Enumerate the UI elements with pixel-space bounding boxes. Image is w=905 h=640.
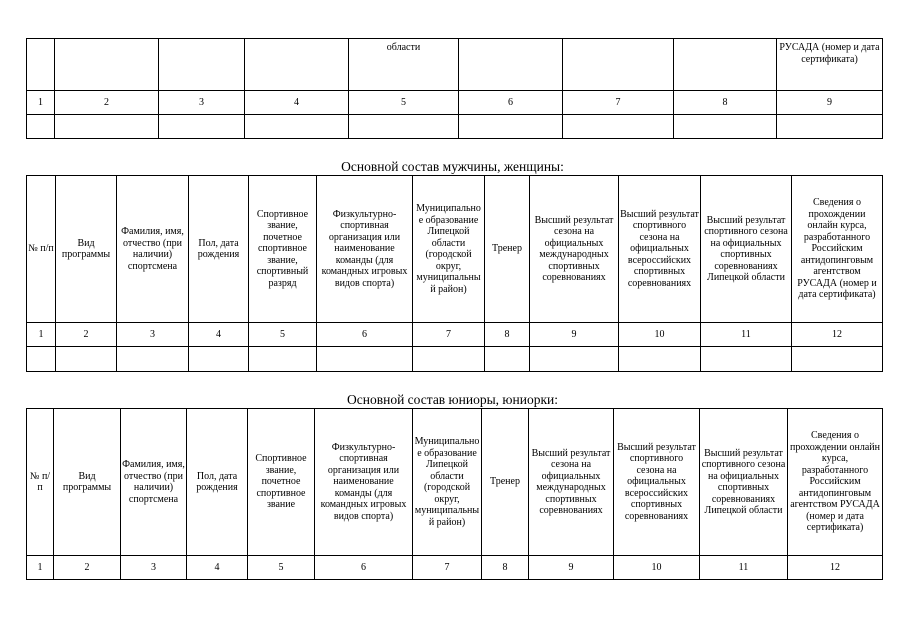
empty-cell (485, 347, 530, 372)
header-cell: № п/п (27, 176, 56, 323)
header-cell: Муниципальное образование Липецкой области (городской округ, муниципальный район) (413, 176, 485, 323)
column-number: 12 (792, 323, 883, 347)
header-cell (459, 39, 563, 91)
column-number: 4 (245, 91, 349, 115)
column-number: 5 (249, 323, 317, 347)
empty-cell (27, 347, 56, 372)
header-cell: Фамилия, имя, отчество (при наличии) спортсмена (117, 176, 189, 323)
header-cell (245, 39, 349, 91)
column-number: 7 (413, 323, 485, 347)
empty-cell (189, 347, 249, 372)
column-number: 4 (189, 323, 249, 347)
header-cell: Спортивное звание, почетное спортивное звание, спортивный разряд (249, 176, 317, 323)
header-cell: Фамилия, имя, отчество (при наличии) спортсмена (121, 409, 187, 556)
table-juniors (26, 408, 883, 580)
column-number: 6 (317, 323, 413, 347)
empty-cell (674, 115, 777, 139)
column-number: 7 (413, 556, 482, 580)
header-cell (55, 39, 159, 91)
header-cell: Физкультурно-спортивная организация или наименование команды (для командных игровых видов спорта) (317, 176, 413, 323)
column-number: 9 (529, 556, 614, 580)
empty-cell (701, 347, 792, 372)
header-cell: Высший результат спортивного сезона на официальных всероссийских спортивных соревнованиях (619, 176, 701, 323)
header-cell: Высший результат сезона на официальных международных спортивных соревнованиях (530, 176, 619, 323)
header-cell: Пол, дата рождения (189, 176, 249, 323)
header-cell: Муниципальное образование Липецкой области (городской округ, муниципальный район) (413, 409, 482, 556)
column-number: 3 (121, 556, 187, 580)
header-cell (674, 39, 777, 91)
empty-cell (117, 347, 189, 372)
column-number-row (27, 556, 883, 580)
header-cell: Тренер (482, 409, 529, 556)
table-header-row (27, 39, 883, 91)
header-cell: Тренер (485, 176, 530, 323)
section-title-juniors: Основной состав юниоры, юниорки: (347, 392, 558, 407)
column-number: 10 (614, 556, 700, 580)
header-cell (159, 39, 245, 91)
empty-cell (792, 347, 883, 372)
empty-cell (56, 347, 117, 372)
header-cell: Высший результат спортивного сезона на официальных спортивных соревнованиях Липецкой области (700, 409, 788, 556)
column-number: 2 (54, 556, 121, 580)
column-number: 3 (117, 323, 189, 347)
empty-row (27, 115, 883, 139)
column-number: 12 (788, 556, 883, 580)
column-number: 7 (563, 91, 674, 115)
header-cell: Вид программы (54, 409, 121, 556)
empty-cell (619, 347, 701, 372)
column-number-row (27, 91, 883, 115)
empty-cell (55, 115, 159, 139)
header-cell: Спортивное звание, почетное спортивное звание (248, 409, 315, 556)
column-number: 3 (159, 91, 245, 115)
empty-cell (27, 115, 55, 139)
column-number: 4 (187, 556, 248, 580)
column-number: 6 (459, 91, 563, 115)
column-number: 1 (27, 323, 56, 347)
header-cell: Высший результат спортивного сезона на официальных спортивных соревнованиях Липецкой области (701, 176, 792, 323)
header-cell: Пол, дата рождения (187, 409, 248, 556)
column-number-row (27, 323, 883, 347)
header-cell: Сведения о прохождении онлайн курса, разработанного Российским антидопинговым агентством РУСАДА (номер и дата сертификата) (792, 176, 883, 323)
header-cell (27, 39, 55, 91)
empty-cell (349, 115, 459, 139)
table-continuation (26, 38, 883, 139)
header-cell: РУСАДА (номер и дата сертификата) (777, 39, 883, 91)
empty-cell (777, 115, 883, 139)
column-number: 9 (777, 91, 883, 115)
column-number: 10 (619, 323, 701, 347)
header-cell: области (349, 39, 459, 91)
column-number: 2 (55, 91, 159, 115)
column-number: 1 (27, 91, 55, 115)
header-cell: Высший результат спортивного сезона на официальных всероссийских спортивных соревнованиях (614, 409, 700, 556)
empty-cell (563, 115, 674, 139)
header-cell: Физкультурно-спортивная организация или наименование команды (для командных игровых видов спорта) (315, 409, 413, 556)
empty-row (27, 347, 883, 372)
empty-cell (317, 347, 413, 372)
header-cell (563, 39, 674, 91)
column-number: 5 (248, 556, 315, 580)
section-title-men: Основной состав мужчины, женщины: (341, 159, 564, 174)
column-number: 6 (315, 556, 413, 580)
column-number: 1 (27, 556, 54, 580)
column-number: 8 (674, 91, 777, 115)
empty-cell (159, 115, 245, 139)
header-cell: Высший результат сезона на официальных международных спортивных соревнованиях (529, 409, 614, 556)
column-number: 11 (701, 323, 792, 347)
empty-cell (459, 115, 563, 139)
empty-cell (245, 115, 349, 139)
column-number: 5 (349, 91, 459, 115)
empty-cell (530, 347, 619, 372)
column-number: 9 (530, 323, 619, 347)
column-number: 11 (700, 556, 788, 580)
table-men (26, 175, 883, 372)
column-number: 8 (482, 556, 529, 580)
column-number: 8 (485, 323, 530, 347)
table-header-row (27, 409, 883, 556)
empty-cell (413, 347, 485, 372)
empty-cell (249, 347, 317, 372)
header-cell: Сведения о прохождении онлайн курса, разработанного Российским антидопинговым агентством РУСАДА (номер и дата сертификата) (788, 409, 883, 556)
table-header-row (27, 176, 883, 323)
header-cell: Вид программы (56, 176, 117, 323)
header-cell: № п/п (27, 409, 54, 556)
column-number: 2 (56, 323, 117, 347)
